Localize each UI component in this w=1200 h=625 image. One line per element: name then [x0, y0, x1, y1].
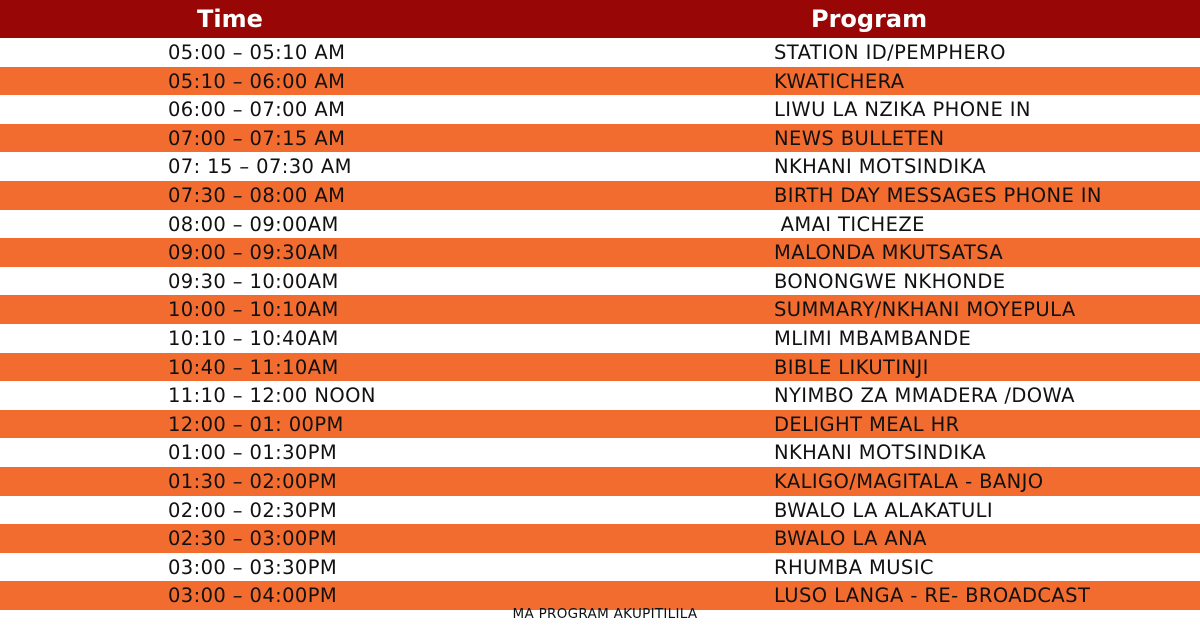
program-name: LUSO LANGA - RE- BROADCAST: [774, 584, 1091, 608]
schedule-row: [0, 152, 1200, 181]
time-column-header: Time: [197, 5, 263, 33]
schedule-row: [0, 124, 1200, 153]
time-slot: 09:00 – 09:30AM: [168, 241, 339, 265]
schedule-row: [0, 267, 1200, 296]
time-slot: 01:00 – 01:30PM: [168, 441, 338, 465]
program-name: LIWU LA NZIKA PHONE IN: [774, 98, 1031, 122]
time-slot: 10:40 – 11:10AM: [168, 355, 339, 379]
program-name: BIRTH DAY MESSAGES PHONE IN: [774, 183, 1102, 207]
time-slot: 11:10 – 12:00 NOON: [168, 384, 376, 408]
schedule-row: [0, 324, 1200, 353]
time-slot: 06:00 – 07:00 AM: [168, 98, 346, 122]
program-name: NKHANI MOTSINDIKA: [774, 155, 987, 179]
program-name: AMAI TICHEZE: [774, 212, 925, 236]
schedule-row: [0, 410, 1200, 439]
time-slot: 01:30 – 02:00PM: [168, 469, 338, 493]
time-slot: 10:10 – 10:40AM: [168, 326, 339, 350]
time-slot: 07: 15 – 07:30 AM: [168, 155, 352, 179]
footer-note: MA PROGRAM AKUPITILILA: [512, 606, 698, 622]
schedule-row: [0, 353, 1200, 382]
schedule-row: [0, 238, 1200, 267]
time-slot: 05:10 – 06:00 AM: [168, 69, 346, 93]
time-slot: 02:00 – 02:30PM: [168, 498, 338, 522]
schedule-row: [0, 67, 1200, 96]
program-name: RHUMBA MUSIC: [774, 555, 934, 579]
time-slot: 07:00 – 07:15 AM: [168, 126, 346, 150]
program-name: BWALO LA ALAKATULI: [774, 498, 994, 522]
program-name: MALONDA MKUTSATSA: [774, 241, 1004, 265]
schedule-table: [0, 38, 1200, 610]
time-slot: 08:00 – 09:00AM: [168, 212, 339, 236]
time-slot: 02:30 – 03:00PM: [168, 527, 338, 551]
program-name: SUMMARY/NKHANI MOYEPULA: [774, 298, 1076, 322]
time-slot: 05:00 – 05:10 AM: [168, 41, 346, 64]
time-slot: 03:00 – 04:00PM: [168, 584, 338, 608]
time-slot: 09:30 – 10:00AM: [168, 269, 339, 293]
schedule-row: [0, 181, 1200, 210]
program-name: MLIMI MBAMBANDE: [774, 326, 972, 350]
program-name: NKHANI MOTSINDIKA: [774, 441, 987, 465]
program-name: NEWS BULLETEN: [774, 126, 945, 150]
schedule-row: [0, 438, 1200, 467]
schedule-row: [0, 524, 1200, 553]
time-slot: 07:30 – 08:00 AM: [168, 183, 346, 207]
time-slot: 10:00 – 10:10AM: [168, 298, 339, 322]
program-name: BWALO LA ANA: [774, 527, 927, 551]
program-name: STATION ID/PEMPHERO: [774, 41, 1006, 64]
schedule-row: [0, 295, 1200, 324]
time-slot: 03:00 – 03:30PM: [168, 555, 338, 579]
program-name: KALIGO/MAGITALA - BANJO: [774, 469, 1044, 493]
program-name: KWATICHERA: [774, 69, 905, 93]
schedule-row: [0, 381, 1200, 410]
schedule-row: [0, 553, 1200, 582]
schedule-row: [0, 38, 1200, 67]
program-name: NYIMBO ZA MMADERA /DOWA: [774, 384, 1075, 408]
program-column-header: Program: [811, 5, 928, 33]
program-name: BONONGWE NKHONDE: [774, 269, 1006, 293]
schedule-row: [0, 210, 1200, 239]
schedule-row: [0, 467, 1200, 496]
program-name: BIBLE LIKUTINJI: [774, 355, 929, 379]
program-name: DELIGHT MEAL HR: [774, 412, 960, 436]
time-slot: 12:00 – 01: 00PM: [168, 412, 344, 436]
schedule-row: [0, 95, 1200, 124]
schedule-row: [0, 496, 1200, 525]
schedule-header: [0, 0, 1200, 38]
